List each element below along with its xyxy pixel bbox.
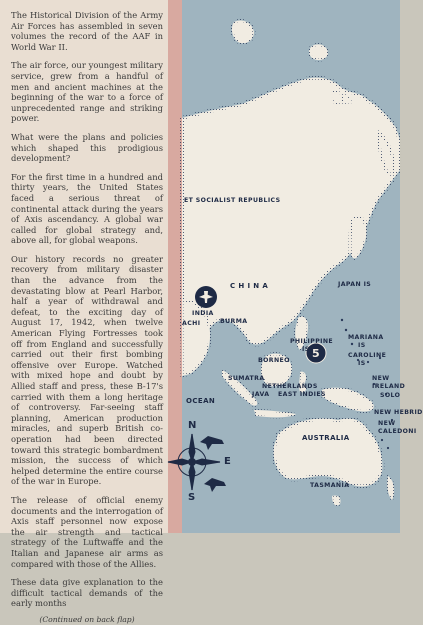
label-australia: AUSTRALIA [302,434,350,442]
label-mariana-is: IS [358,342,366,349]
label-achi: ACHI [182,320,201,327]
label-burma: BURMA [220,318,248,325]
pacific-map [182,0,423,533]
label-caroline-is: IS [358,360,366,367]
flap-paragraph-1: The Historical Division of the Army Air Forces has assembled in seven volumes the record of the AAF in World War II. [11,10,163,52]
squadron-emblem [195,286,217,308]
label-java: JAVA [252,391,270,398]
flap-paragraph-5: Our history records no greater recovery from military disaster than the advance from the devastating blow at Pearl Harbor, half a year of withdrawal and defeat, to the exciting day of August 17, 1942, when twelve American Flying Fortresses took off from England and successfully carried out their first bombing offensive over Europe. Watched with mixed hope and doubt by Allied staff and press, these B-17's carried with them a long heritage of controversy. Far-seeing staff planning, American production miracles, and superb British co-operation had been directed toward this strategic bombardment mission, the success of which helped determine the entire course of the war in Europe. [11,253,163,487]
asia-landmass [182,78,400,345]
tasmania-island [332,495,341,505]
label-new-hebrides: NEW HEBRID [374,409,423,416]
label-tasmania: TASMANIA [310,482,350,489]
label-india: INDIA [192,310,214,317]
label-philippine: PHILIPPINE [290,338,334,345]
label-borneo: BORNEO [258,357,290,364]
flap-paragraph-7: These data give explanation to the difficult tactical demands of the early months [11,577,163,609]
label-japan: JAPAN IS [338,281,372,288]
label-new-ireland: NEW IRELAND [372,375,406,390]
label-philippine-is: IS [302,346,310,353]
badge-number: 5 [312,347,321,360]
compass-n: N [188,420,197,431]
arctic-island-1 [232,20,254,43]
map-graphic [182,0,400,533]
compass-s: S [188,492,196,503]
new-guinea [322,388,374,412]
label-mariana: MARIANA [348,334,384,341]
label-new-caledonia: NEW CALEDONI [378,420,417,435]
australia-landmass [274,418,383,486]
continued-note: (Continued on back flap) [39,614,135,624]
compass-e: E [224,456,231,467]
label-ussr: ET SOCIALIST REPUBLICS [184,197,281,204]
arctic-island-4 [342,95,351,104]
label-caroline: CAROLINE [348,352,387,359]
label-solomon: SOLO [380,392,401,399]
flap-paragraph-3: What were the plans and policies which shaped this prodigious development? [11,131,163,164]
label-sumatra: SUMATRA [228,375,265,382]
arctic-island-2 [309,44,328,60]
label-east-indies: EAST INDIES [278,391,326,398]
arctic-island-3 [332,91,342,103]
label-ocean: OCEAN [186,397,216,405]
flap-paragraph-4: For the first time in a hundred and thirty years, the United States faced a serious threat of continental attack during the years of Axis ascendancy. A global war called for global strategy and, above all, for global weapons. [11,171,163,246]
java [254,410,296,417]
japan-islands [350,217,367,258]
front-flap-text [0,0,168,624]
label-netherlands: NETHERLANDS [262,383,318,390]
new-zealand [387,476,394,500]
label-china: C H I N A [230,282,269,290]
flap-paragraph-2: The air force, our youngest military service, grew from a handful of men and ancient machines at the beginning of the war to a force of unprecedented range and striking power. [11,60,163,124]
flap-paragraph-6: The release of official enemy documents and the interrogation of Axis staff personnel now expose the air strength and tactical strategy of the Luftwaffe and the Italian and Japanese air arms as compared with those of the Allies. [11,494,163,569]
